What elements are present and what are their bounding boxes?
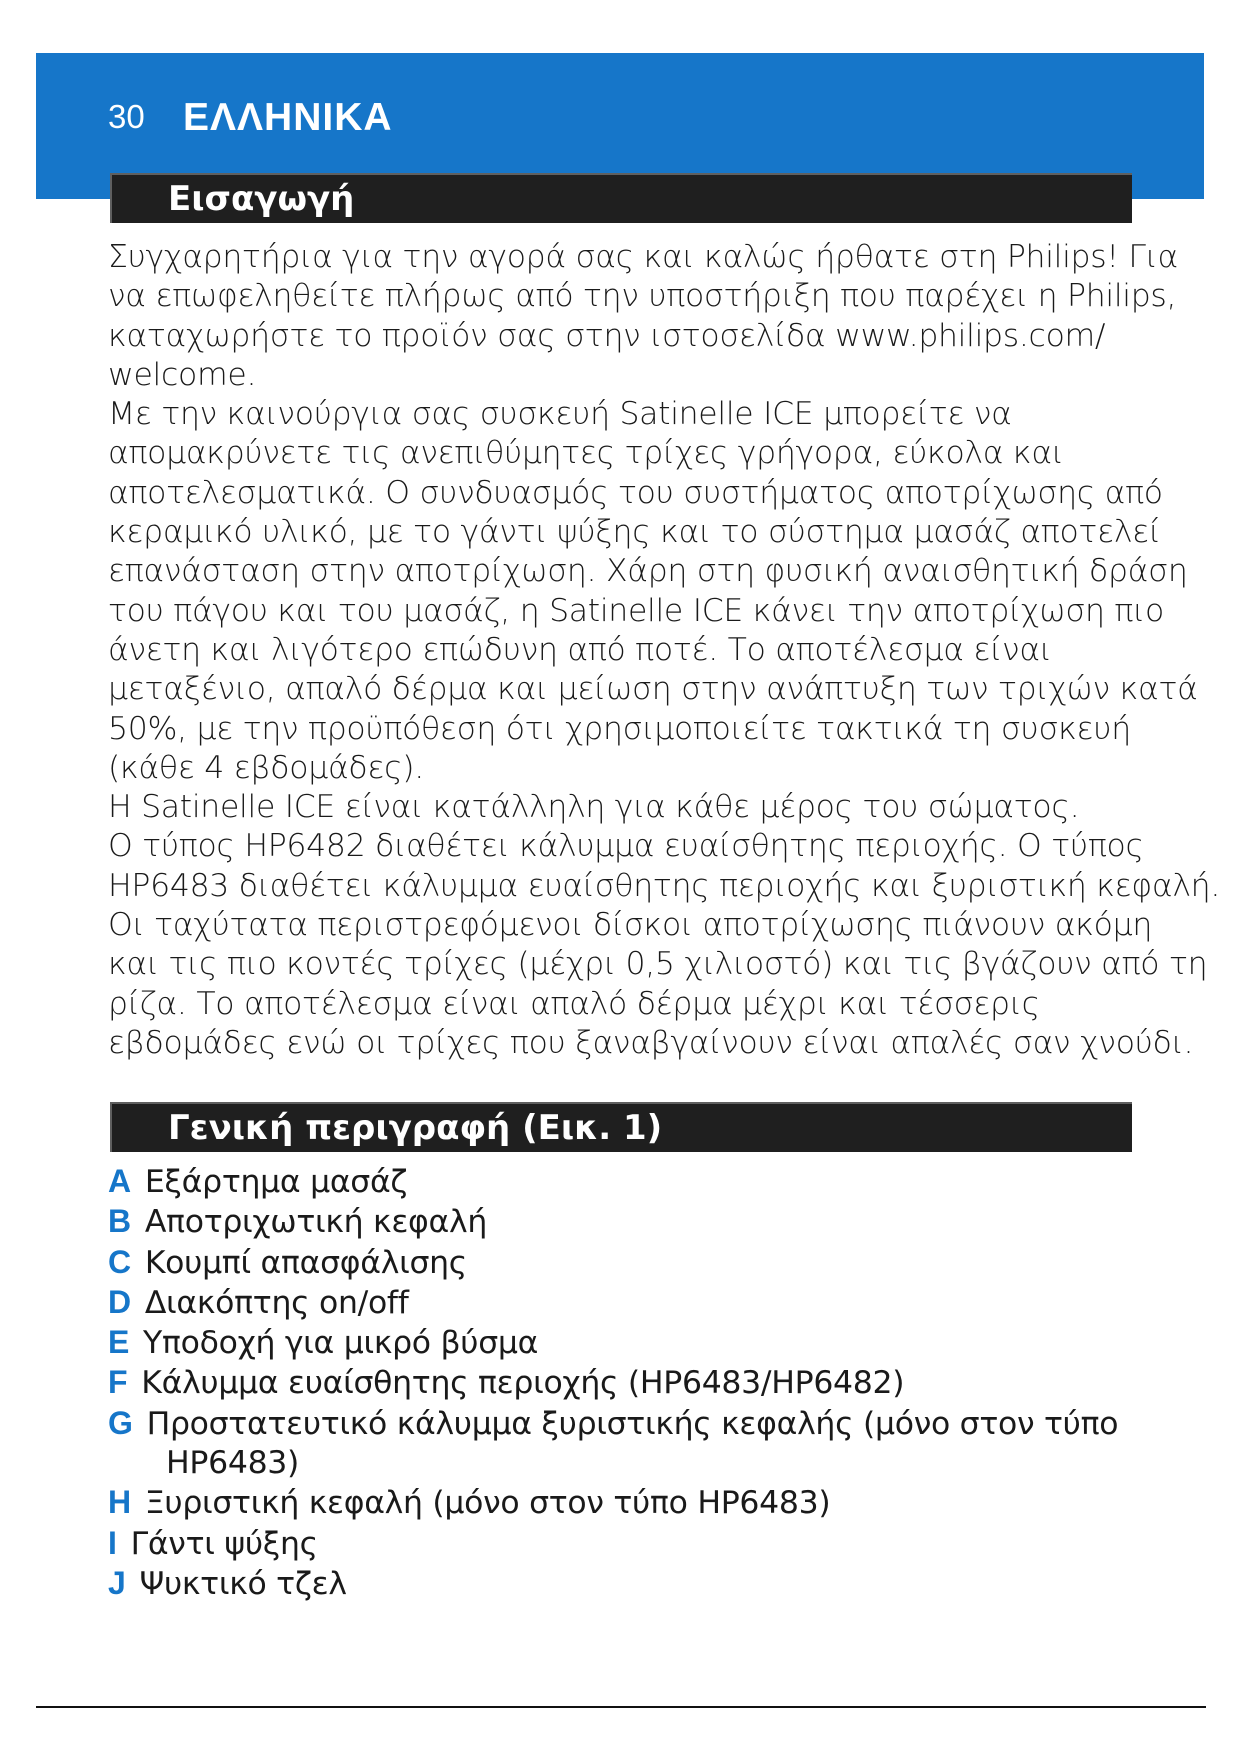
part-description: Αποτριχωτική κεφαλή <box>144 1204 487 1241</box>
parts-list <box>108 1162 1188 1604</box>
part-item <box>108 1404 1188 1484</box>
section-heading-overview-label: Γενική περιγραφή (Εικ. 1) <box>168 1108 663 1148</box>
intro-text-line: μεταξένιο, απαλό δέρμα και μείωση στην ανάπτυξη των τριχών κατά <box>108 671 1198 708</box>
section-heading-intro-label: Εισαγωγή <box>168 179 355 219</box>
intro-text-line: Συγχαρητήρια για την αγορά σας και καλώς ήρθατε στη Philips! Για <box>108 239 1179 275</box>
intro-text-line: HP6483 διαθέτει κάλυμμα ευαίσθητης περιοχής και ξυριστική κεφαλή. <box>108 867 1221 904</box>
intro-text-line: (κάθε 4 εβδομάδες). <box>108 749 424 786</box>
intro-paragraphs <box>108 238 1221 1063</box>
intro-text-line: Με την καινούργια σας συσκευή Satinelle ICE μπορείτε να <box>108 396 1012 433</box>
intro-text-line: και τις πιο κοντές τρίχες (μέχρι 0,5 χιλιοστό) και τις βγάζουν από τη <box>108 946 1208 983</box>
intro-text-line: Ο τύπος HP6482 διαθέτει κάλυμμα ευαίσθητης περιοχής. Ο τύπος <box>108 828 1144 865</box>
section-heading-overview <box>110 1102 1132 1152</box>
intro-text-line: επανάσταση στην αποτρίχωση. Χάρη στη φυσική αναισθητική δράση <box>108 553 1188 590</box>
intro-text-line: Οι ταχύτατα περιστρεφόμενοι δίσκοι αποτρίχωσης πιάνουν ακόμη <box>108 907 1153 944</box>
part-item <box>108 1483 1188 1523</box>
intro-text-line: άνετη και λιγότερο επώδυνη από ποτέ. Το αποτέλεσμα είναι <box>108 631 1052 668</box>
part-letter: C <box>108 1243 131 1280</box>
page-number: 30 <box>108 98 145 135</box>
intro-text-line: να επωφεληθείτε πλήρως από την υποστήριξη που παρέχει η Philips, <box>108 278 1177 315</box>
part-letter: D <box>108 1283 131 1320</box>
part-description-continued: HP6483) <box>166 1445 300 1482</box>
part-description: Γάντι ψύξης <box>130 1525 318 1562</box>
intro-text-line: αποτελεσματικά. Ο συνδυασμός του συστήματος αποτρίχωσης από <box>108 474 1163 511</box>
part-description: Υποδοχή για μικρό βύσμα <box>143 1325 539 1362</box>
part-item <box>108 1323 1188 1363</box>
section-heading-intro <box>110 173 1132 223</box>
intro-text-line: welcome. <box>108 356 257 393</box>
part-item <box>108 1283 1188 1323</box>
part-item <box>108 1524 1188 1564</box>
footer-rule <box>36 1706 1206 1708</box>
intro-text-line: κεραμικό υλικό, με το γάντι ψύξης και το σύστημα μασάζ αποτελεί <box>108 514 1161 551</box>
part-description: Ψυκτικό τζελ <box>139 1565 347 1602</box>
intro-text-line: του πάγου και του μασάζ, η Satinelle ICE κάνει την αποτρίχωση πιο <box>108 592 1164 629</box>
part-letter: J <box>108 1564 126 1601</box>
part-description: Κουμπί απασφάλισης <box>144 1244 467 1281</box>
part-item <box>108 1243 1188 1283</box>
part-item <box>108 1202 1188 1242</box>
part-description: Διακόπτης on/off <box>144 1284 409 1321</box>
part-description: Κάλυμμα ευαίσθητης περιοχής (HP6483/HP6482) <box>141 1365 905 1402</box>
part-letter: G <box>108 1404 133 1441</box>
part-letter: I <box>108 1524 117 1561</box>
intro-text-line: καταχωρήστε το προϊόν σας στην ιστοσελίδα www.philips.com/ <box>108 317 1106 354</box>
part-letter: B <box>108 1203 131 1240</box>
part-description: Εξάρτημα μασάζ <box>144 1164 408 1200</box>
intro-text-line: 50%, με την προϋπόθεση ότι χρησιμοποιείτε τακτικά τη συσκευή <box>108 710 1131 747</box>
part-item <box>108 1564 1188 1604</box>
part-letter: H <box>108 1484 131 1521</box>
intro-text-line: εβδομάδες ενώ οι τρίχες που ξαναβγαίνουν είναι απαλές σαν χνούδι. <box>108 1024 1194 1061</box>
language-title: ΕΛΛΗΝΙΚΑ <box>183 96 393 139</box>
part-letter: A <box>108 1163 131 1199</box>
part-description: Ξυριστική κεφαλή (μόνο στον τύπο HP6483) <box>144 1485 831 1522</box>
intro-text-line: απομακρύνετε τις ανεπιθύμητες τρίχες γρήγορα, εύκολα και <box>108 435 1064 472</box>
part-item <box>108 1363 1188 1403</box>
part-description: Προστατευτικό κάλυμμα ξυριστικής κεφαλής (μόνο στον τύπο <box>146 1405 1119 1442</box>
intro-text-line: Η Satinelle ICE είναι κατάλληλη για κάθε μέρος του σώματος. <box>108 789 1080 826</box>
part-item <box>108 1162 1188 1202</box>
part-letter: F <box>108 1364 128 1401</box>
intro-text-line: ρίζα. Το αποτέλεσμα είναι απαλό δέρμα μέχρι και τέσσερις <box>108 985 1040 1022</box>
part-letter: E <box>108 1324 130 1361</box>
